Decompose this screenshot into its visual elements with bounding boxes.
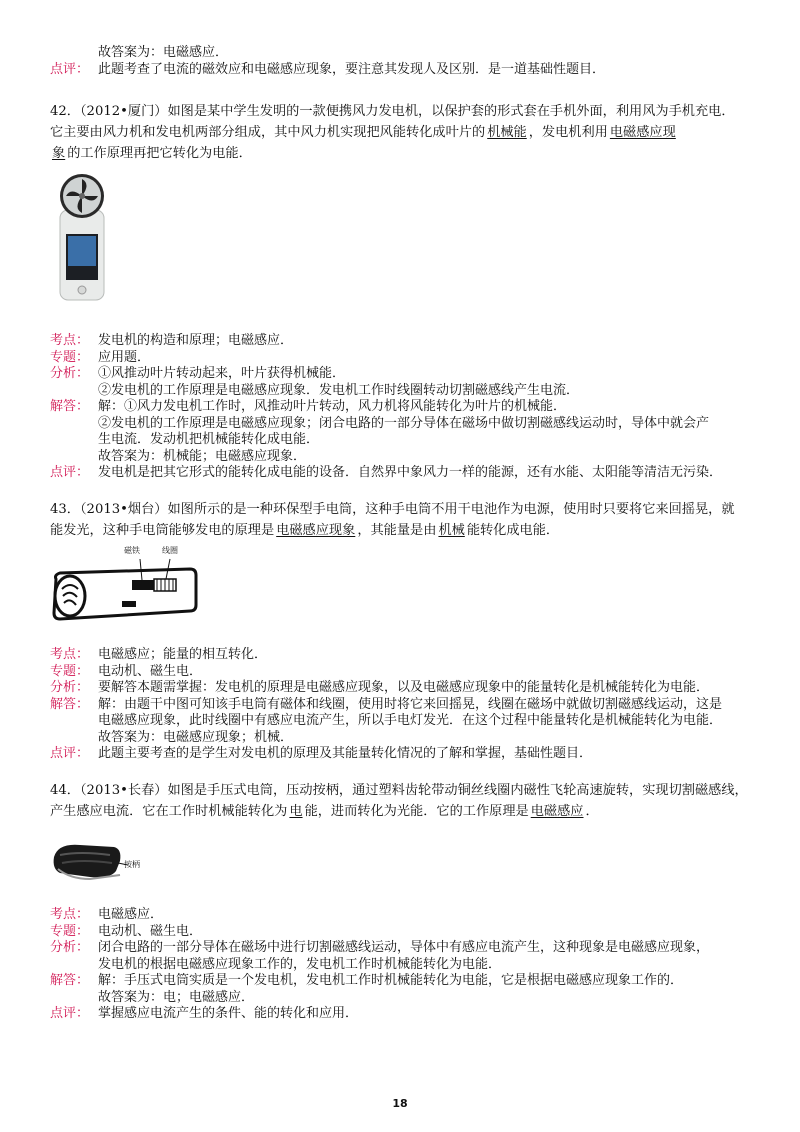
wind-charger-phone-image — [58, 172, 106, 302]
zhuanti-label: 专题： — [50, 923, 90, 939]
question-number: 44． — [50, 783, 80, 798]
shake-flashlight-image — [50, 545, 200, 625]
question-text: 如图是某中学生发明的一款便携风力发电机，以保护套的形式套在手机外面，利用风为手机充电． — [167, 104, 735, 119]
zhuanti-text: 电动机、磁生电． — [98, 663, 203, 679]
answer-blank: 电 — [289, 804, 303, 819]
jieda-text: 解：由题干中图可知该手电筒有磁体和线圈，使用时将它来回摇晃，线圈在磁场中就做切割磁感线运动，这是 — [98, 696, 723, 712]
comment-label: 点评： — [50, 61, 90, 77]
question-text: 如图是手压式电筒，压动按柄，通过塑料齿轮带动铜丝线圈内磁性飞轮高速旋转，实现切割磁感线， — [167, 783, 748, 798]
jieda-text: 解：手压式电筒实质是一个发电机，发电机工作时机械能转化为电能，它是根据电磁感应现象工作的． — [98, 973, 684, 988]
handle-label: 按柄 — [124, 860, 140, 869]
zhuanti-label: 专题： — [50, 663, 90, 679]
pingjia-label: 点评： — [50, 1006, 90, 1021]
question-text: ． — [585, 804, 599, 819]
answer-blank: 电磁感应现象 — [276, 523, 356, 538]
answer-blank: 象 — [52, 146, 66, 161]
shake-flashlight-figure — [50, 545, 200, 625]
question-text: ，其能量是由 — [357, 523, 437, 538]
question-43-analysis — [50, 647, 755, 763]
kaodian-text: 电磁感应；能量的相互转化． — [98, 647, 268, 662]
answer-line: 故答案为：电磁感应． — [98, 45, 229, 60]
question-42-analysis — [50, 333, 755, 482]
question-text: 它主要由风力机和发电机两部分组成，其中风力机实现把风能转化成叶片的 — [50, 125, 486, 140]
fenxi-label: 分析： — [50, 680, 90, 695]
pingjia-text: 掌握感应电流产生的条件、能的转化和应用． — [98, 1006, 359, 1021]
kaodian-label: 考点： — [50, 907, 90, 922]
answer-blank: 电磁感应现 — [609, 125, 676, 140]
prev-question-tail — [50, 45, 755, 78]
pingjia-text: 发电机是把其它形式的能转化成电能的设备．自然界中象风力一样的能源，还有水能、太阳能等清洁无污染． — [98, 465, 723, 480]
jieda-label: 解答： — [50, 973, 90, 988]
fenxi-text: 要解答本题需掌握：发电机的原理是电磁感应现象，以及电磁感应现象中的能量转化是机械能转化为电能． — [98, 680, 710, 695]
zhuanti-text: 应用题． — [98, 349, 151, 365]
question-source: （2013•烟台） — [79, 502, 168, 517]
kaodian-text: 发电机的构造和原理；电磁感应． — [98, 333, 294, 348]
kaodian-text: 电磁感应． — [98, 907, 164, 922]
question-44-stem — [50, 780, 755, 822]
kaodian-label: 考点： — [50, 647, 90, 662]
zhuanti-label: 专题： — [50, 349, 90, 365]
fenxi-text: 发电机的根据电磁感应现象工作的，发电机工作时机械能转化为电能． — [98, 956, 502, 972]
question-number: 42． — [50, 104, 80, 119]
question-source: （2013•长春） — [79, 783, 168, 798]
jieda-text: 生电流．发动机把机械能转化成电能． — [98, 432, 320, 447]
jieda-text: 故答案为：机械能；电磁感应现象． — [98, 448, 307, 464]
question-text: 能，进而转化为光能．它的工作原理是 — [304, 804, 529, 819]
coil-label: 线圈 — [162, 546, 178, 555]
question-42-stem — [50, 101, 755, 164]
pingjia-text: 此题主要考查的是学生对发电机的原理及其能量转化情况的了解和掌握，基础性题目． — [98, 746, 593, 761]
fenxi-label: 分析： — [50, 940, 90, 955]
wind-charger-phone-figure — [58, 172, 106, 302]
question-text: 如图所示的是一种环保型手电筒，这种手电筒不用干电池作为电源，使用时只要将它来回摇晃，就 — [167, 502, 735, 517]
question-43-stem — [50, 499, 755, 541]
fenxi-label: 分析： — [50, 366, 90, 381]
question-number: 43． — [50, 502, 80, 517]
answer-blank: 电磁感应 — [530, 804, 584, 819]
hand-press-flashlight-figure — [50, 835, 150, 883]
jieda-text: 电磁感应现象，此时线圈中有感应电流产生，所以手电灯发光．在这个过程中能量转化是机械能转化为电能． — [98, 713, 723, 728]
answer-blank: 机械能 — [487, 125, 527, 140]
question-text: 的工作原理再把它转化为电能． — [67, 146, 252, 161]
question-text: 产生感应电流．它在工作时机械能转化为 — [50, 804, 288, 819]
question-text: 能转化成电能． — [466, 523, 560, 538]
jieda-label: 解答： — [50, 696, 90, 712]
kaodian-label: 考点： — [50, 333, 90, 348]
jieda-text: 故答案为：电磁感应现象；机械． — [98, 729, 294, 745]
page-number: 18 — [392, 1097, 408, 1110]
fenxi-text: ①风推动叶片转动起来，叶片获得机械能． — [98, 366, 346, 381]
zhuanti-text: 电动机、磁生电． — [98, 923, 203, 939]
jieda-text: ②发电机的工作原理是电磁感应现象；闭合电路的一部分导体在磁场中做切割磁感线运动时，导体中就会产 — [98, 415, 710, 431]
magnet-label: 磁铁 — [124, 546, 140, 555]
fenxi-text: ②发电机的工作原理是电磁感应现象．发电机工作时线圈转动切割磁感线产生电流． — [98, 382, 580, 398]
jieda-text: 故答案为：电；电磁感应． — [98, 989, 255, 1005]
question-source: （2012•厦门） — [79, 104, 168, 119]
question-text: ，发电机利用 — [528, 125, 608, 140]
jieda-text: 解：①风力发电机工作时，风推动叶片转动，风力机将风能转化为叶片的机械能． — [98, 399, 567, 414]
jieda-label: 解答： — [50, 399, 90, 414]
question-text: 能发光，这种手电筒能够发电的原理是 — [50, 523, 275, 538]
answer-blank: 机械 — [438, 523, 465, 538]
comment-text: 此题考查了电流的磁效应和电磁感应现象，要注意其发现人及区别．是一道基础性题目． — [98, 61, 606, 77]
pingjia-label: 点评： — [50, 465, 90, 480]
pingjia-label: 点评： — [50, 746, 90, 761]
question-44-analysis — [50, 907, 755, 1023]
fenxi-text: 闭合电路的一部分导体在磁场中进行切割磁感线运动，导体中有感应电流产生，这种现象是电磁感应现象， — [98, 940, 710, 955]
